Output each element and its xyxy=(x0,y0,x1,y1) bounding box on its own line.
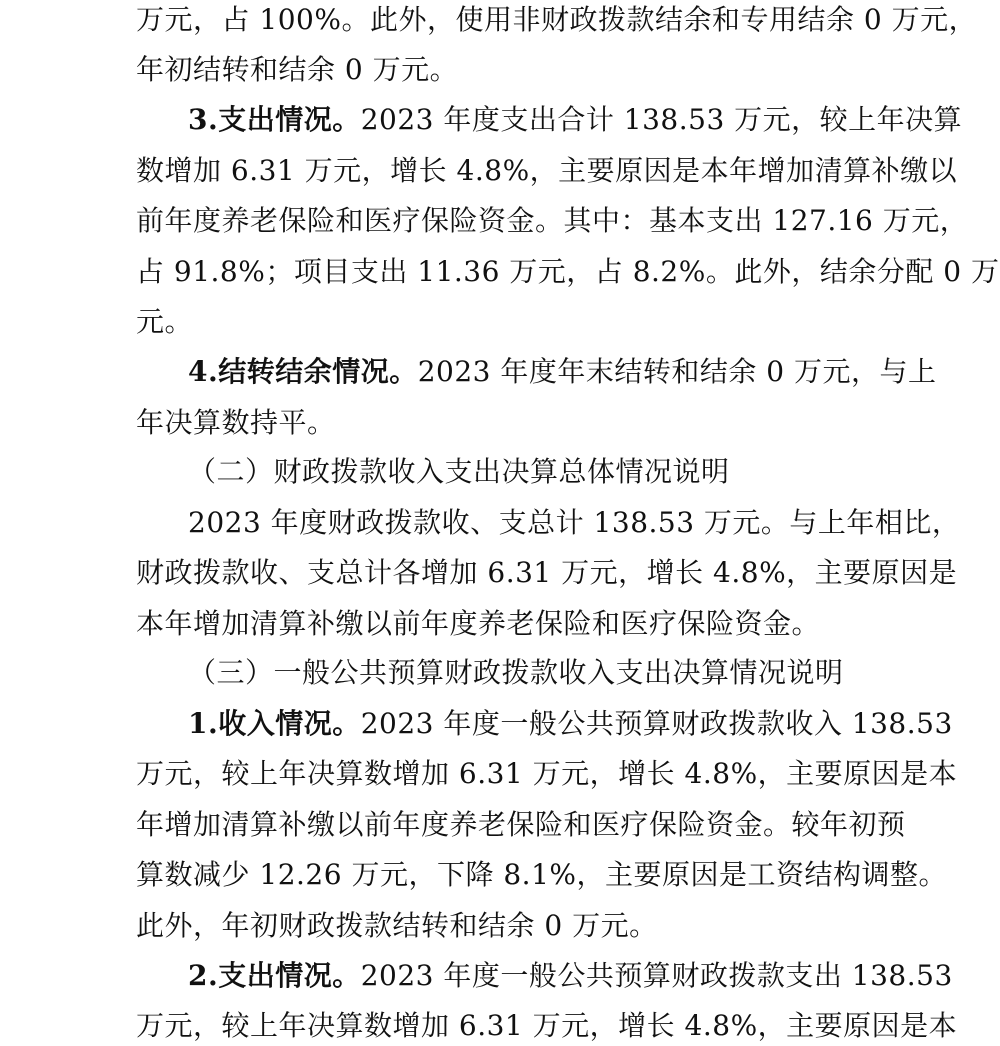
subsection-title: （三）一般公共预算财政拨款收入支出决算情况说明 xyxy=(188,656,844,689)
section-heading: 4.结转结余情况。 xyxy=(188,355,418,388)
paragraph-line: 年决算数持平。 xyxy=(136,406,336,439)
paragraph-line: 算数减少 12.26 万元，下降 8.1%，主要原因是工资结构调整。 xyxy=(136,858,947,891)
paragraph-line: 万元，较上年决算数增加 6.31 万元，增长 4.8%，主要原因是本 xyxy=(136,757,958,790)
paragraph-line: 数增加 6.31 万元，增长 4.8%，主要原因是本年增加清算补缴以 xyxy=(136,154,958,187)
paragraph-line: 此外，年初财政拨款结转和结余 0 万元。 xyxy=(136,909,658,942)
section-heading-line: 2.支出情况。2023 年度一般公共预算财政拨款支出 138.53 xyxy=(188,959,953,992)
paragraph-line: 万元，较上年决算数增加 6.31 万元，增长 4.8%，主要原因是本 xyxy=(136,1009,958,1042)
paragraph-line: 年增加清算补缴以前年度养老保险和医疗保险资金。较年初预 xyxy=(136,808,906,841)
section-heading-line: 3.支出情况。2023 年度支出合计 138.53 万元，较上年决算 xyxy=(188,103,963,136)
section-heading: 1.收入情况。 xyxy=(188,707,361,740)
paragraph-line: 前年度养老保险和医疗保险资金。其中：基本支出 127.16 万元， xyxy=(136,204,969,237)
paragraph-line: 年初结转和结余 0 万元。 xyxy=(136,53,459,86)
subsection-title: （二）财政拨款收入支出决算总体情况说明 xyxy=(188,455,730,488)
paragraph-line: 元。 xyxy=(136,305,194,338)
paragraph-line: 2023 年度财政拨款收、支总计 138.53 万元。与上年相比， xyxy=(188,506,961,539)
paragraph-line: 本年增加清算补缴以前年度养老保险和医疗保险资金。 xyxy=(136,607,821,640)
paragraph-line: 万元，占 100%。此外，使用非财政拨款结余和专用结余 0 万元， xyxy=(136,3,978,36)
section-heading-line: 4.结转结余情况。2023 年度年末结转和结余 0 万元，与上 xyxy=(188,355,937,388)
paragraph-line: 占 91.8%；项目支出 11.36 万元，占 8.2%。此外，结余分配 0 万 xyxy=(136,255,1000,288)
section-heading: 3.支出情况。 xyxy=(188,103,361,136)
paragraph-line: 财政拨款收、支总计各增加 6.31 万元，增长 4.8%，主要原因是 xyxy=(136,556,958,589)
section-heading: 2.支出情况。 xyxy=(188,959,361,992)
section-heading-line: 1.收入情况。2023 年度一般公共预算财政拨款收入 138.53 xyxy=(188,707,953,740)
